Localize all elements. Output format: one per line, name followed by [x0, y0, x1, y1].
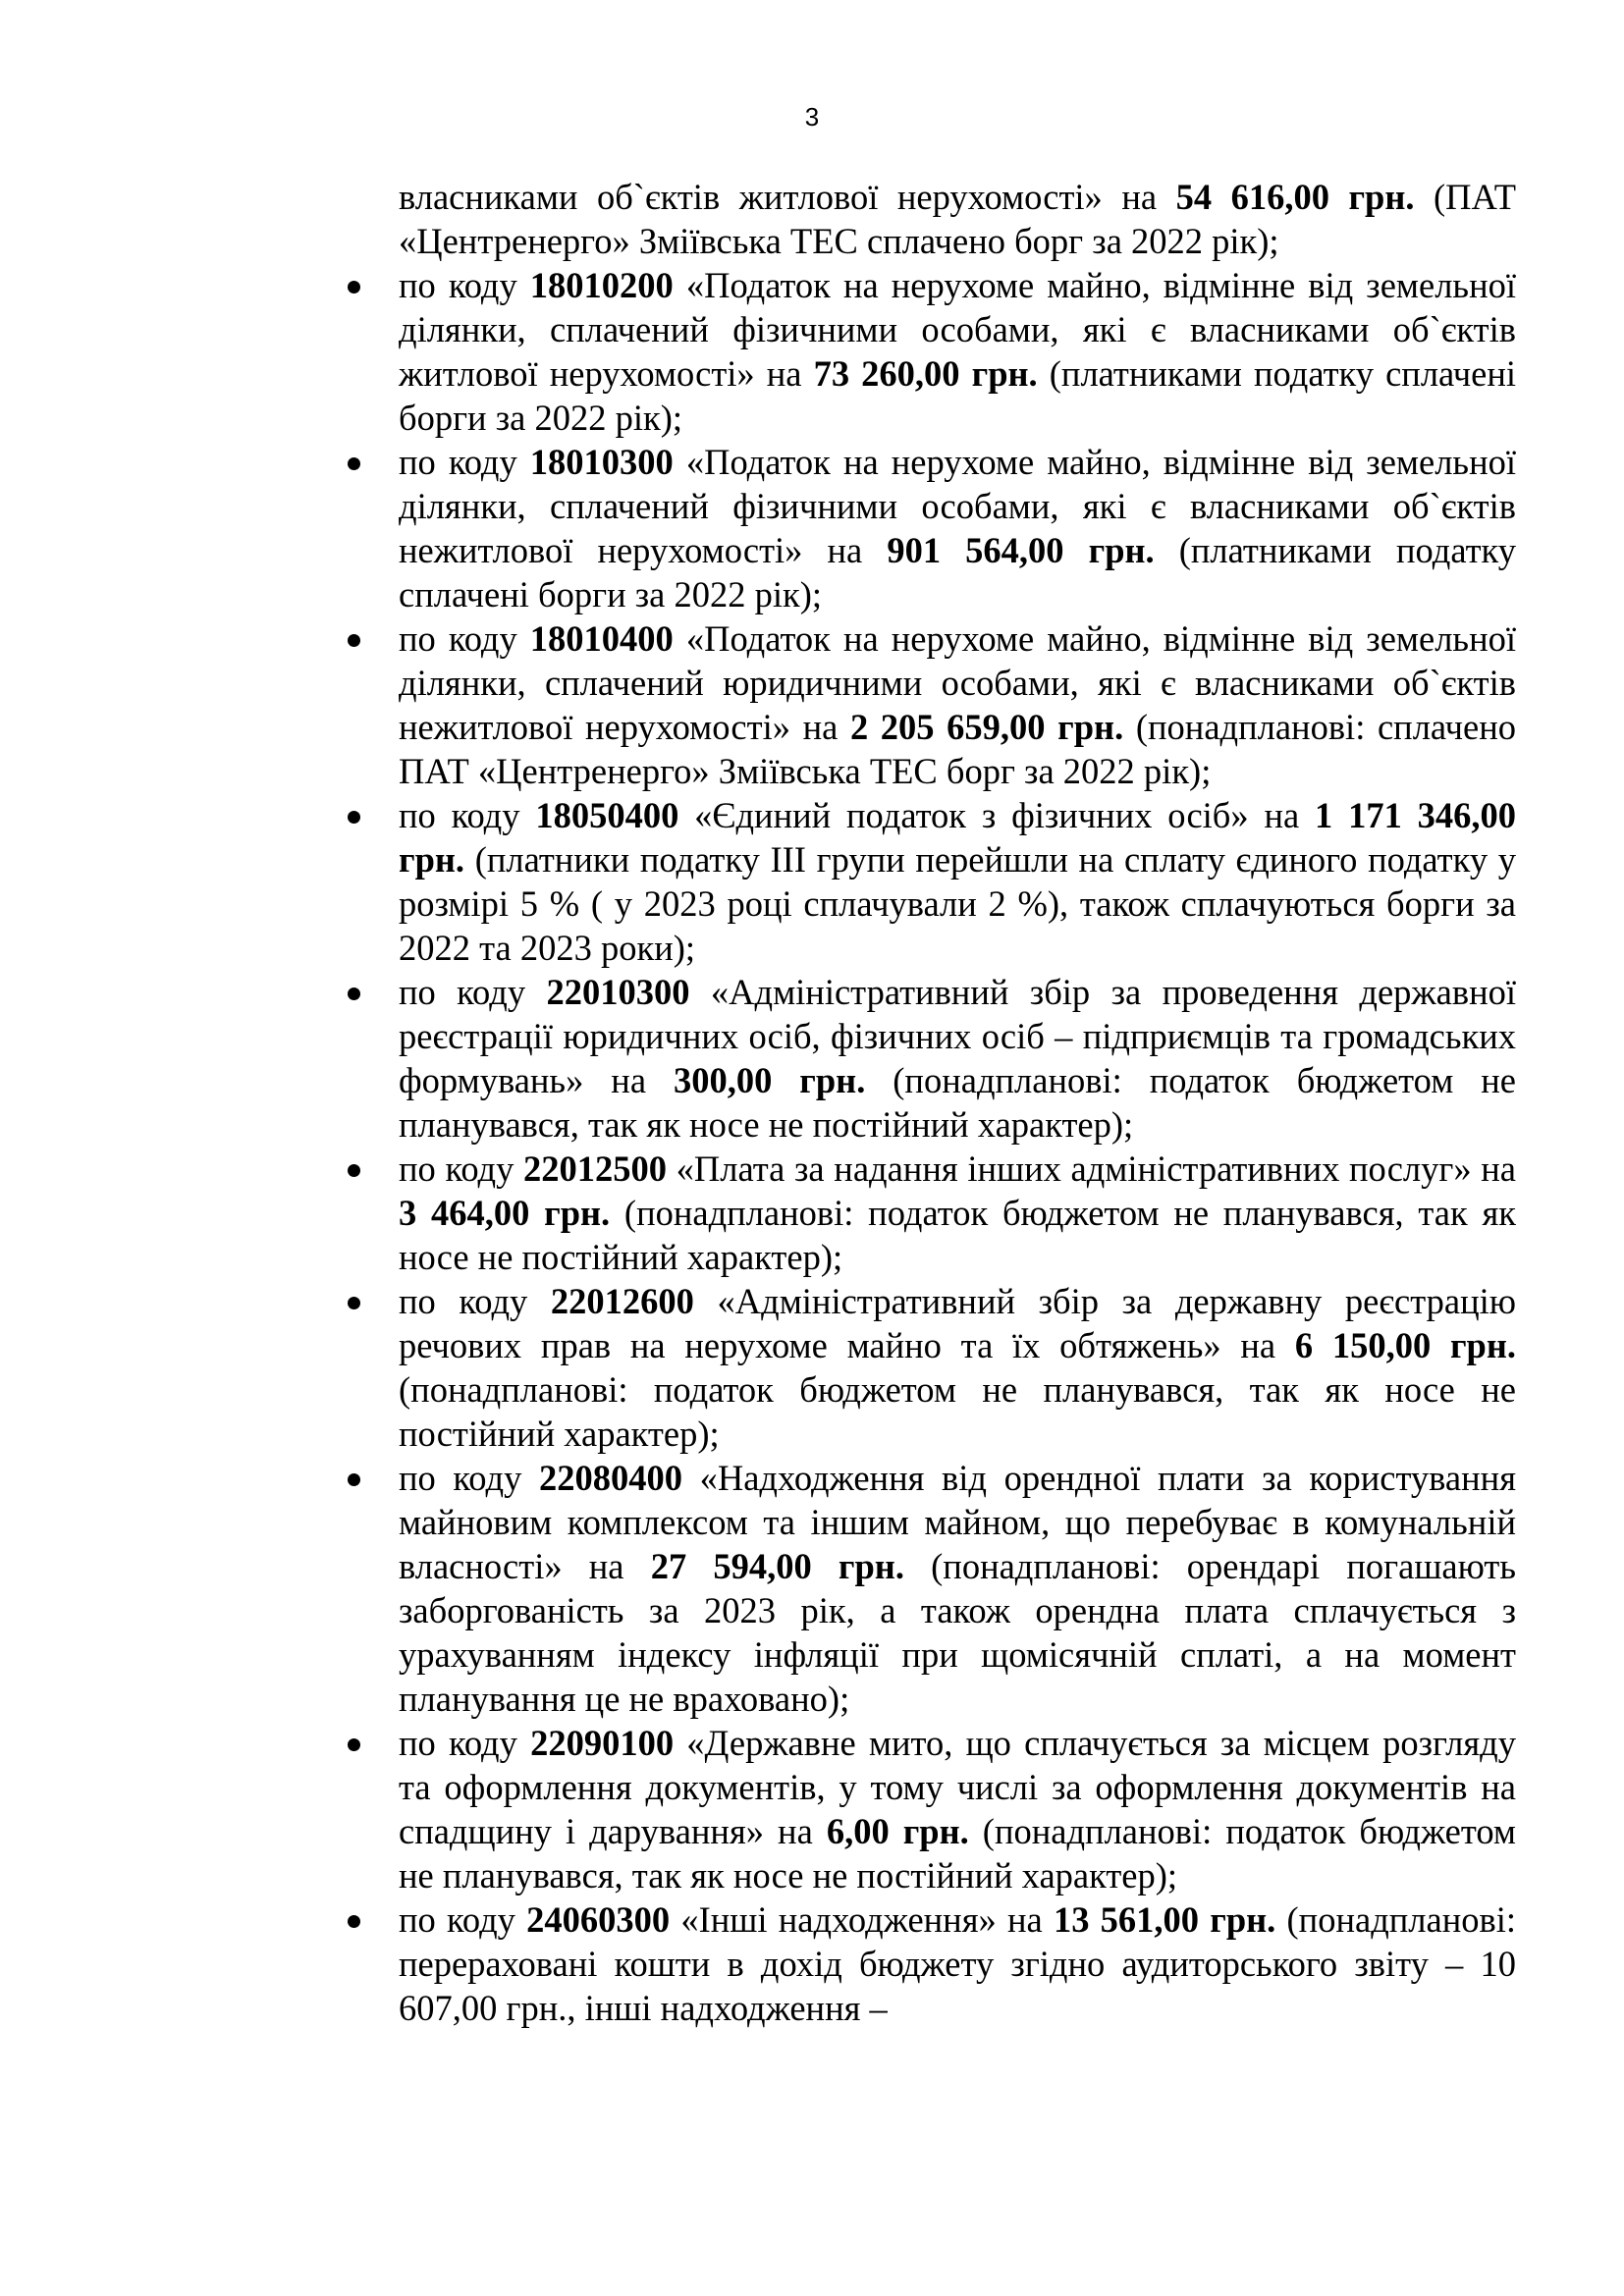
item-note: (понадпланові: орендарі погашають заборгованість за 2023 рік, а також орендна плата сплачується з урахуванням індексу інфляції при щомісячній сплаті, а на момент планування це не враховано);	[399, 1546, 1517, 1719]
item-prefix: по коду	[399, 1899, 527, 1940]
list-item	[399, 1897, 1516, 2030]
paragraph-text: власниками об`єктів житлової нерухомості» на	[399, 177, 1176, 217]
item-code: 18050400	[535, 795, 679, 835]
bullet-icon	[348, 457, 360, 470]
item-description: «Єдиний податок з фізичних осіб» на	[678, 795, 1315, 835]
item-code: 18010400	[529, 618, 674, 659]
item-prefix: по коду	[399, 795, 536, 835]
item-amount: 6,00 грн.	[826, 1811, 969, 1851]
item-note: (платниками податку сплачені борги за 2022 рік);	[399, 530, 1516, 614]
item-prefix: по коду	[399, 265, 530, 305]
bullet-icon	[348, 281, 360, 294]
list-item	[399, 1279, 1516, 1456]
item-code: 22090100	[530, 1723, 675, 1763]
list-item	[399, 1456, 1516, 1721]
item-note: (понадпланові: податок бюджетом не планувався, так як носе не постійний характер);	[399, 1193, 1516, 1277]
list-item	[399, 263, 1516, 440]
item-amount: 2 205 659,00 грн.	[849, 707, 1124, 747]
item-note: (понадпланові: перераховані кошти в дохід бюджету згідно аудиторського звіту – 10 607,00 грн., інші надходження –	[399, 1899, 1517, 2028]
item-code: 22010300	[546, 972, 690, 1012]
item-prefix: по коду	[399, 1281, 551, 1321]
item-code: 18010200	[529, 265, 674, 305]
item-description: «Надходження від орендної плати за користування майновим комплексом та іншим майном, що перебуває в комунальній власності» на	[399, 1458, 1516, 1586]
item-note: (платниками податку сплачені борги за 2022 рік);	[399, 353, 1516, 438]
bullet-icon	[348, 1164, 360, 1177]
item-prefix: по коду	[399, 618, 530, 659]
amount: 54 616,00 грн.	[1175, 177, 1415, 217]
list-item	[399, 1721, 1516, 1897]
item-amount: 73 260,00 грн.	[813, 353, 1038, 394]
item-prefix: по коду	[399, 442, 530, 482]
item-description: «Податок на нерухоме майно, відмінне від земельної ділянки, сплачений юридичними особами, які є власниками об`єктів нежитлової нерухомості» на	[399, 618, 1516, 747]
bullet-icon	[348, 988, 360, 1000]
list-item	[399, 970, 1516, 1147]
bullet-icon	[348, 1297, 360, 1309]
item-note: (платники податку ІІІ групи перейшли на сплату єдиного податку у розмірі 5 % ( у 2023 році сплачували 2 %), також сплачуються борги за 2022 та 2023 роки);	[399, 839, 1516, 968]
continuation-paragraph	[399, 175, 1516, 263]
item-description: «Інші надходження» на	[670, 1899, 1054, 1940]
item-code: 22080400	[538, 1458, 682, 1498]
item-amount: 6 150,00 грн.	[1294, 1325, 1516, 1365]
bullet-icon	[348, 811, 360, 824]
item-amount: 13 561,00 грн.	[1053, 1899, 1276, 1940]
bullet-list	[399, 263, 1516, 2030]
item-description: «Податок на нерухоме майно, відмінне від земельної ділянки, сплачений фізичними особами, які є власниками об`єктів нежитлової нерухомості» на	[399, 442, 1516, 570]
item-code: 18010300	[529, 442, 674, 482]
list-item	[399, 440, 1516, 616]
bullet-icon	[348, 1738, 360, 1751]
item-prefix: по коду	[399, 1723, 531, 1763]
item-code: 22012500	[523, 1148, 668, 1189]
item-amount: 27 594,00 грн.	[650, 1546, 904, 1586]
bullet-icon	[348, 634, 360, 647]
item-note: (понадпланові: податок бюджетом не планувався, так як носе не постійний характер);	[399, 1060, 1516, 1145]
document-body	[399, 175, 1516, 2030]
item-amount: 901 564,00 грн.	[887, 530, 1155, 570]
item-note: (понадпланові: податок бюджетом не планувався, так як носе не постійний характер);	[399, 1811, 1516, 1896]
bullet-icon	[348, 1915, 360, 1928]
page-number: 3	[804, 102, 820, 132]
item-amount: 300,00 грн.	[673, 1060, 866, 1100]
item-code: 22012600	[550, 1281, 694, 1321]
bullet-icon	[348, 1473, 360, 1486]
item-prefix: по коду	[399, 1458, 539, 1498]
item-code: 24060300	[526, 1899, 671, 1940]
item-prefix: по коду	[399, 1148, 524, 1189]
list-item	[399, 793, 1516, 970]
item-description: «Адміністративний збір за державну реєстрацію речових прав на нерухоме майно та їх обтяжень» на	[399, 1281, 1517, 1365]
paragraph-text: (ПАТ «Центренерго» Зміївська ТЕС сплачено борг за 2022 рік);	[399, 177, 1516, 261]
list-item	[399, 616, 1516, 793]
item-description: «Плата за надання інших адміністративних послуг» на	[667, 1148, 1516, 1189]
item-prefix: по коду	[399, 972, 547, 1012]
item-description: «Адміністративний збір за проведення державної реєстрації юридичних осіб, фізичних осіб – підприємців та громадських формувань» на	[399, 972, 1516, 1100]
list-item	[399, 1147, 1516, 1279]
item-note: (понадпланові: сплачено ПАТ «Центренерго» Зміївська ТЕС борг за 2022 рік);	[399, 707, 1516, 791]
item-description: «Державне мито, що сплачується за місцем розгляду та оформлення документів, у тому числі за оформлення документів на спадщину і дарування» на	[399, 1723, 1516, 1851]
item-description: «Податок на нерухоме майно, відмінне від земельної ділянки, сплачений фізичними особами, які є власниками об`єктів житлової нерухомості» на	[399, 265, 1516, 394]
item-amount: 1 171 346,00 грн.	[399, 795, 1517, 880]
item-note: (понадпланові: податок бюджетом не планувався, так як носе не постійний характер);	[399, 1369, 1516, 1454]
item-amount: 3 464,00 грн.	[399, 1193, 611, 1233]
